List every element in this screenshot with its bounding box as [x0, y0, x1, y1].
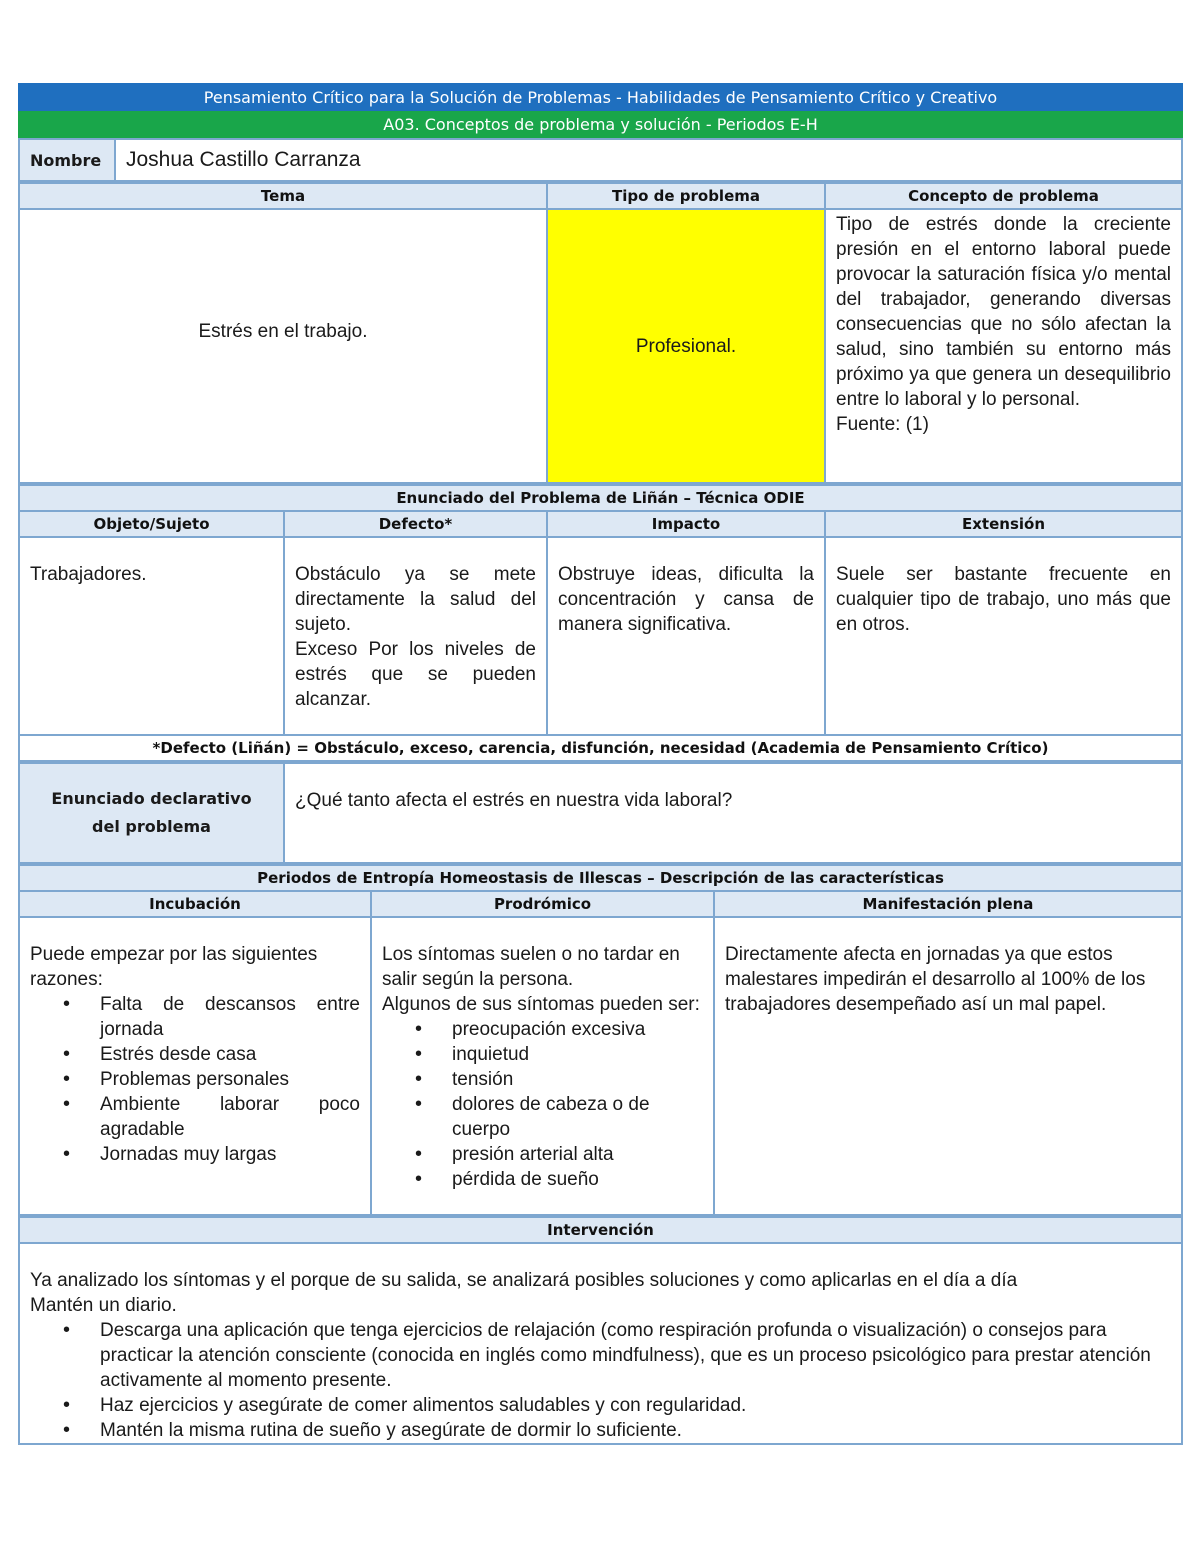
name-value: Joshua Castillo Carranza [115, 139, 1182, 181]
prodromico-cell [371, 917, 714, 1215]
intervention-diary: Mantén un diario. [30, 1295, 177, 1316]
list-item: • tensión [452, 1067, 703, 1092]
tema-value: Estrés en el trabajo. [19, 209, 547, 483]
problem-table [18, 182, 1183, 484]
concepto-value: Tipo de estrés donde la creciente presión en el entorno laboral puede provocar la saturación física y/o mental del trabajador, generando diversas consecuencias que no sólo afectan la salud, sino también su entorno más próximo ya que genera un desequilibrio entre lo laboral y lo personal. [836, 214, 1171, 410]
periods-title: Periodos de Entropía Homeostasis de Illescas – Descripción de las características [19, 865, 1182, 891]
concepto-source: Fuente: (1) [836, 414, 929, 435]
list-item: • Problemas personales [100, 1067, 360, 1092]
intervention-intro: Ya analizado los síntomas y el porque de su salida, se analizará posibles soluciones y como aplicarlas en el día a día [30, 1270, 1018, 1291]
activity-title: A03. Conceptos de problema y solución - Periodos E-H [18, 111, 1183, 138]
name-table [18, 138, 1183, 182]
defecto-exceso: Exceso Por los niveles de estrés que se pueden alcanzar. [295, 639, 536, 710]
name-label: Nombre [19, 139, 115, 181]
odie-table [18, 484, 1183, 762]
worksheet [18, 83, 1183, 1445]
list-item: • Haz ejercicios y asegúrate de comer alimentos saludables y con regularidad. [100, 1393, 1171, 1418]
prodromico-intro: Los síntomas suelen o no tardar en salir según la persona. [382, 944, 680, 990]
incubacion-cell [19, 917, 371, 1215]
odie-title: Enunciado del Problema de Liñán – Técnica ODIE [19, 485, 1182, 511]
impacto-value: Obstruye ideas, dificulta la concentración y cansa de manera significativa. [547, 537, 825, 735]
list-item: • Estrés desde casa [100, 1042, 360, 1067]
defecto-cell [284, 537, 547, 735]
defecto-obstaculo: Obstáculo ya se mete directamente la salud del sujeto. [295, 564, 536, 635]
extension-value: Suele ser bastante frecuente en cualquier tipo de trabajo, uno más que en otros. [825, 537, 1182, 735]
intervention-cell [19, 1243, 1182, 1444]
declarative-table [18, 762, 1183, 864]
list-item: • preocupación excesiva [452, 1017, 703, 1042]
col-impacto: Impacto [547, 511, 825, 537]
manifestacion-value: Directamente afecta en jornadas ya que estos malestares impedirán el desarrollo al 100% de los trabajadores desempeñado así un mal papel. [714, 917, 1182, 1215]
list-item: • pérdida de sueño [452, 1167, 703, 1192]
course-title: Pensamiento Crítico para la Solución de Problemas - Habilidades de Pensamiento Crítico y Creativo [18, 83, 1183, 111]
list-item: • presión arterial alta [452, 1142, 703, 1167]
col-defecto: Defecto* [284, 511, 547, 537]
list-item: • Ambiente laborar poco agradable [100, 1092, 360, 1142]
col-manifestacion: Manifestación plena [714, 891, 1182, 917]
list-item: • Mantén la misma rutina de sueño y asegúrate de dormir lo suficiente. [100, 1418, 1171, 1443]
col-objeto: Objeto/Sujeto [19, 511, 284, 537]
intervention-table [18, 1216, 1183, 1445]
col-concepto: Concepto de problema [825, 183, 1182, 209]
list-item: • dolores de cabeza o de cuerpo [452, 1092, 703, 1142]
list-item: • Falta de descansos entre jornada [100, 992, 360, 1042]
prodromico-intro-2: Algunos de sus síntomas pueden ser: [382, 994, 700, 1015]
concepto-cell [825, 209, 1182, 483]
list-item: • Descarga una aplicación que tenga ejercicios de relajación (como respiración profunda o visualización) o consejos para practicar la atención consciente (conocida en inglés como mindfulness), que es un proceso psicológico para prestar atención activamente al momento presente. [100, 1318, 1171, 1393]
list-item: • inquietud [452, 1042, 703, 1067]
intervention-title: Intervención [19, 1217, 1182, 1243]
incubacion-intro: Puede empezar por las siguientes razones: [30, 944, 318, 990]
col-tipo: Tipo de problema [547, 183, 825, 209]
declarative-value: ¿Qué tanto afecta el estrés en nuestra vida laboral? [284, 763, 1182, 863]
tipo-value: Profesional. [547, 209, 825, 483]
intervention-list [30, 1318, 1171, 1443]
incubacion-list [30, 992, 360, 1167]
col-tema: Tema [19, 183, 547, 209]
periods-table [18, 864, 1183, 1216]
prodromico-list [382, 1017, 703, 1192]
col-prodromico: Prodrómico [371, 891, 714, 917]
col-incubacion: Incubación [19, 891, 371, 917]
col-extension: Extensión [825, 511, 1182, 537]
objeto-value: Trabajadores. [19, 537, 284, 735]
declarative-label: Enunciado declarativo del problema [19, 763, 284, 863]
defecto-footnote: *Defecto (Liñán) = Obstáculo, exceso, carencia, disfunción, necesidad (Academia de Pensamiento Crítico) [19, 735, 1182, 761]
list-item: • Jornadas muy largas [100, 1142, 360, 1167]
